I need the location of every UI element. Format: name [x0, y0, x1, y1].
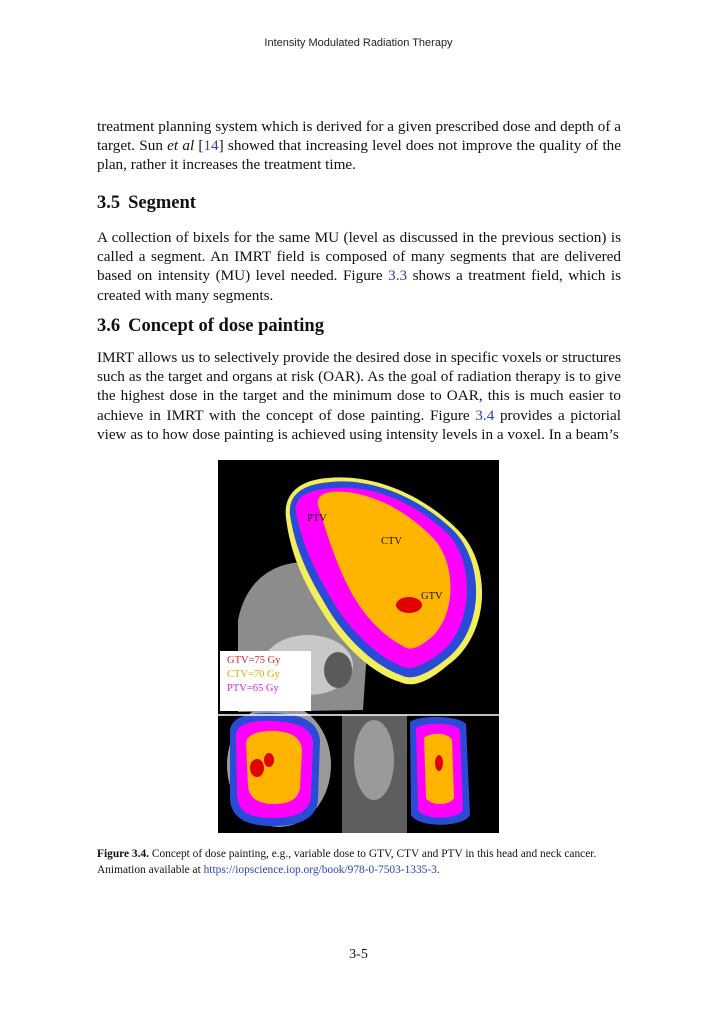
paragraph-segment: [97, 228, 621, 305]
section-title: Segment: [128, 193, 196, 213]
legend-item-ctv: CTV=70 Gy: [227, 669, 280, 680]
paragraph-text: IMRT allows us to selectively provide the desired dose in specific voxels or structures such as the target and organs at risk (OAR). As the goal of radiation therapy is to give the highest dose in the target and the minimum dose to OAR, this is much easier to achieve in IMRT with the concept of dose painting. Figure: [97, 349, 621, 424]
paragraph-emphasis: et al: [167, 137, 195, 155]
section-title: Concept of dose painting: [128, 316, 324, 336]
caption-end: .: [436, 864, 440, 876]
running-head: Intensity Modulated Radiation Therapy: [264, 37, 453, 49]
paragraph-text: A collection of bixels for the same MU (level as discussed in the previous section) is called a segment. An IMRT field is composed of many segments that are delivered based on intensity (MU) level needed. Figure: [97, 229, 621, 285]
caption-label: Figure 3.4.: [97, 848, 149, 860]
page-number: 3-5: [349, 947, 368, 962]
paragraph-intro: [97, 117, 621, 175]
legend-item-ptv: PTV=65 Gy: [227, 683, 279, 694]
caption-text: Concept of dose painting, e.g., variable dose to GTV, CTV and PTV in this head and neck cancer. Animation available at: [97, 848, 597, 876]
figure-caption: [97, 846, 621, 878]
paragraph-text: ] showed that increasing level does not improve the quality of the plan, rather it increases the treatment time.: [97, 137, 621, 174]
paragraph-text: treatment planning system which is derived for a given prescribed dose and depth of a target. Sun: [97, 118, 621, 155]
figure-ref-link[interactable]: 3.4: [475, 406, 495, 424]
section-heading-3-6: [97, 316, 324, 337]
ctv-label: CTV: [381, 536, 402, 547]
gtv-label: GTV: [421, 591, 443, 602]
paragraph-dose-painting: [97, 348, 621, 444]
figure-ref-link[interactable]: 3.3: [388, 267, 408, 285]
citation-link[interactable]: 14: [203, 137, 219, 155]
dose-painting-figure: [218, 460, 499, 833]
dose-legend: [220, 651, 311, 711]
ptv-label: PTV: [307, 513, 327, 524]
section-number: 3.6: [97, 316, 121, 336]
paragraph-text: shows a treatment field, which is created with many segments.: [97, 267, 622, 304]
section-heading-3-5: [97, 193, 196, 214]
paragraph-text: provides a pictorial view as to how dose painting is achieved using intensity levels in a voxel. In a beam’s: [97, 406, 621, 443]
animation-link[interactable]: https://iopscience.iop.org/book/978-0-7503-1335-3: [203, 864, 437, 876]
section-number: 3.5: [97, 193, 121, 213]
legend-item-gtv: GTV=75 Gy: [227, 655, 281, 666]
paragraph-text: [: [194, 137, 204, 155]
dose-distribution-image: [218, 460, 499, 833]
